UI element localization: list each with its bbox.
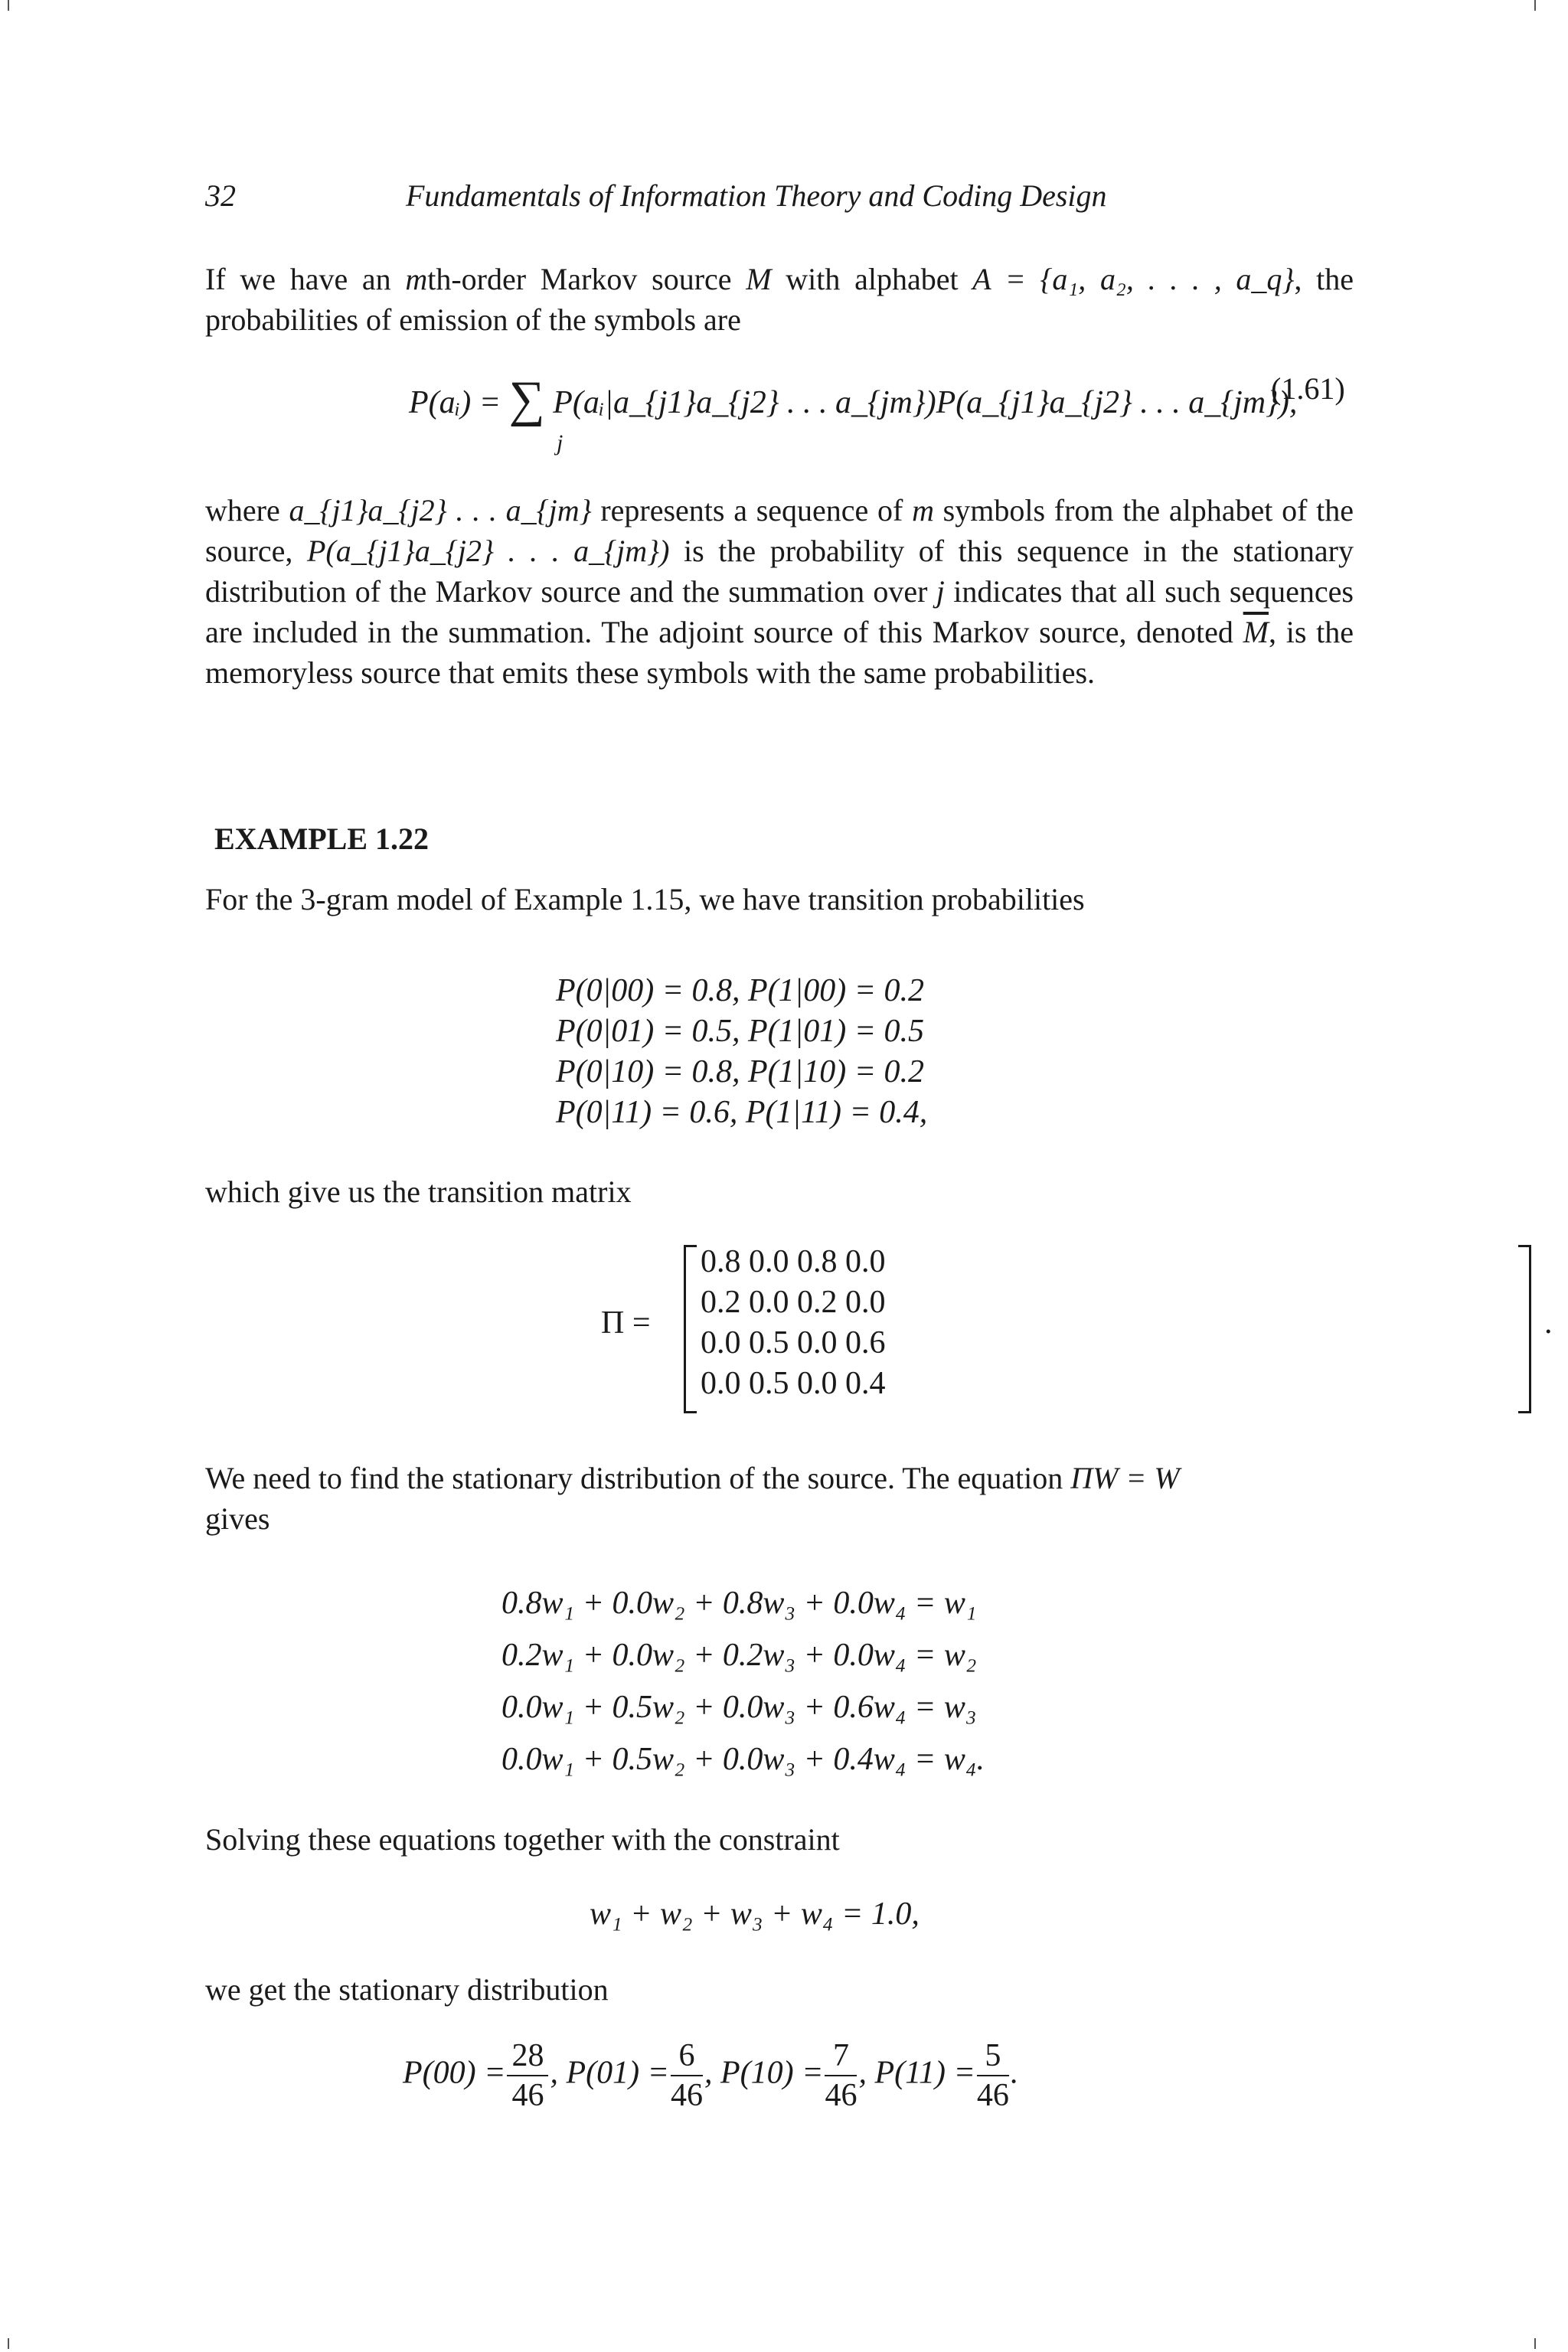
paragraph-intro [205, 259, 1354, 340]
numerator: 5 [977, 2037, 1009, 2076]
example-heading: EXAMPLE 1.22 [214, 822, 429, 856]
matrix-rows [701, 1242, 886, 1404]
text: with alphabet [771, 262, 973, 296]
denominator: 46 [825, 2078, 858, 2113]
separator: , [858, 2055, 867, 2091]
transition-row: P(0|10) = 0.8, P(1|10) = 0.2 [556, 1054, 925, 1089]
matrix-period: . [1544, 1305, 1553, 1341]
numerator: 7 [825, 2037, 857, 2076]
system-row: 0.8w₁ + 0.0w₂ + 0.8w₃ + 0.0w₄ = w₁ [501, 1586, 977, 1621]
crop-mark [8, 0, 9, 11]
math-var: M [746, 262, 772, 296]
sum-symbol: ∑ [508, 371, 545, 427]
system-row: 0.2w₁ + 0.0w₂ + 0.2w₃ + 0.0w₄ = w₂ [501, 1638, 977, 1673]
solving-text: Solving these equations together with the constraint [205, 1822, 840, 1857]
fraction [825, 2037, 857, 2115]
matrix-intro: which give us the transition matrix [205, 1174, 632, 1209]
system-row: 0.0w₁ + 0.5w₂ + 0.0w₃ + 0.6w₄ = w₃ [501, 1690, 977, 1725]
math-prob: P(a_{j1}a_{j2} . . . a_{jm}) [306, 534, 670, 568]
eq-lhs: P(aᵢ) = [409, 385, 501, 420]
math-var: j [936, 574, 945, 609]
separator: . [1010, 2055, 1019, 2091]
matrix-row: 0.0 0.5 0.0 0.4 [701, 1366, 886, 1401]
eq-rhs: P(aᵢ|a_{j1}a_{j2} . . . a_{jm})P(a_{j1}a_{j2} . . . a_{jm}), [553, 385, 1298, 420]
text: , the probabilities of emission of the symbols are [205, 262, 1354, 337]
crop-mark [8, 2338, 9, 2349]
text: We need to find the stationary distribution of the source. The equation [205, 1461, 1071, 1495]
right-bracket [1518, 1245, 1531, 1413]
separator: , [704, 2055, 713, 2091]
constraint-equation: w₁ + w₂ + w₃ + w₄ = 1.0, [590, 1896, 920, 1932]
math-equation-inline: ΠW = W [1070, 1461, 1180, 1495]
math-seq: a_{j1}a_{j2} . . . a_{jm} [289, 493, 592, 528]
text: , is the memoryless source that emits these symbols with the same probabilities. [205, 615, 1354, 690]
system-row: 0.0w₁ + 0.5w₂ + 0.0w₃ + 0.4w₄ = w₄. [501, 1742, 985, 1777]
text: represents a sequence of [591, 493, 913, 528]
text: indicates that all such sequences are included in the summation. The adjoint source of this Markov source, denoted [205, 574, 1354, 649]
linear-system [501, 1577, 985, 1785]
text: symbols from the alphabet of the source, [205, 493, 1354, 568]
text: If we have an [205, 262, 406, 296]
denominator: 46 [511, 2078, 544, 2113]
result-label: P(00) = [403, 2055, 506, 2091]
stationary-intro [205, 1458, 1354, 1539]
math-var-bar: $\overline{M}$ [1243, 615, 1269, 649]
math-var: m [405, 262, 428, 296]
transition-row: P(0|01) = 0.5, P(1|01) = 0.5 [556, 1014, 925, 1049]
result-label: P(01) = [566, 2055, 669, 2091]
result-label: P(11) = [874, 2055, 975, 2091]
sum-index: j [557, 430, 564, 456]
crop-mark [1534, 0, 1536, 11]
matrix-row: 0.8 0.0 0.8 0.0 [701, 1244, 886, 1279]
transition-row: P(0|00) = 0.8, P(1|00) = 0.2 [556, 973, 925, 1008]
numerator: 6 [671, 2037, 703, 2076]
paragraph-definition [205, 490, 1354, 693]
math-alphabet: A = {a₁, a₂, . . . , a_q} [972, 262, 1295, 296]
separator: , [550, 2055, 558, 2091]
fraction [671, 2037, 703, 2115]
text: gives [205, 1501, 270, 1536]
page-number: 32 [205, 178, 236, 213]
transition-row: P(0|11) = 0.6, P(1|11) = 0.4, [556, 1095, 928, 1130]
equation-number: (1.61) [1271, 371, 1345, 406]
text: where [205, 493, 289, 528]
result-label: P(10) = [720, 2055, 824, 2091]
example-intro: For the 3-gram model of Example 1.15, we have transition probabilities [205, 882, 1085, 916]
left-bracket [684, 1245, 697, 1413]
text: is the probability of this sequence in the stationary distribution of the Markov source and the summation over [205, 534, 1354, 609]
matrix-row: 0.0 0.5 0.0 0.6 [701, 1325, 886, 1361]
matrix-row: 0.2 0.0 0.2 0.0 [701, 1285, 886, 1320]
fraction [507, 2037, 548, 2115]
transition-probabilities [556, 971, 927, 1133]
matrix-label: Π = [601, 1305, 651, 1341]
math-var: m [912, 493, 934, 528]
denominator: 46 [976, 2078, 1009, 2113]
result-intro: we get the stationary distribution [205, 1972, 609, 2007]
fraction [977, 2037, 1009, 2115]
stationary-distribution [403, 2037, 1018, 2115]
numerator: 28 [507, 2037, 548, 2076]
denominator: 46 [670, 2078, 703, 2113]
crop-mark [1534, 2338, 1536, 2349]
equation-1-61 [409, 368, 1297, 426]
text: th-order Markov source [427, 262, 746, 296]
running-title: Fundamentals of Information Theory and Coding Design [406, 178, 1107, 213]
